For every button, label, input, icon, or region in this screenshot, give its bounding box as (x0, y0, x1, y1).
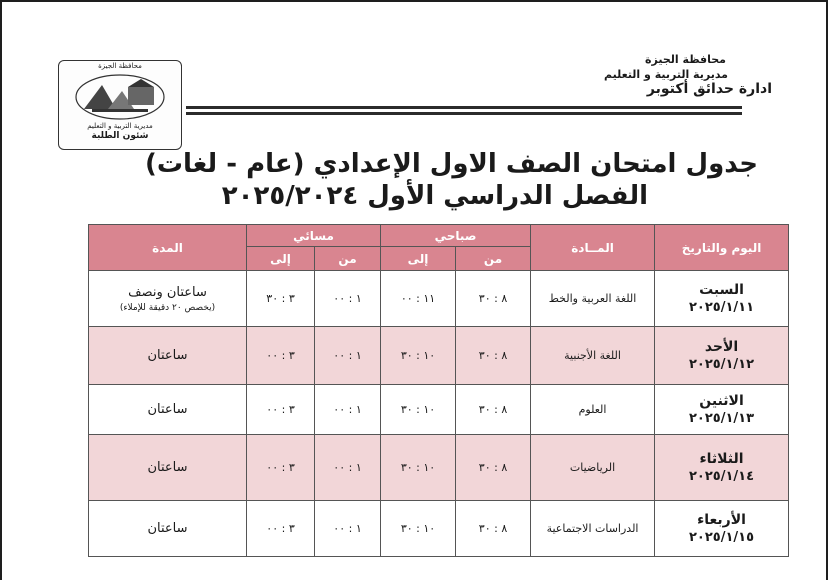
header-evening: مسائي (247, 225, 381, 247)
cell-duration: ساعتان (89, 501, 247, 557)
header-morning-from: من (456, 247, 531, 271)
duration-text: ساعتان ونصف (128, 284, 207, 300)
logo-emblem-icon (72, 73, 168, 121)
exam-schedule-table (88, 224, 789, 557)
day-name: الأحد (704, 339, 739, 355)
cell-duration: ساعتان (89, 435, 247, 501)
cell-evening-from: ١ : ٠٠ (315, 327, 381, 385)
table-row (89, 327, 789, 385)
cell-evening-to: ٣ : ٣٠ (247, 271, 315, 327)
cell-morning-from: ٨ : ٣٠ (456, 385, 531, 435)
divider-line (186, 112, 742, 115)
duration-note: (يخصص ٢٠ دقيقة للإملاء) (119, 302, 216, 313)
cell-morning-to: ١٠ : ٣٠ (381, 501, 456, 557)
cell-morning-from: ٨ : ٣٠ (456, 435, 531, 501)
cell-evening-to: ٣ : ٠٠ (247, 385, 315, 435)
cell-subject: الرياضيات (531, 435, 655, 501)
divider-line (186, 106, 742, 109)
cell-morning-to: ١٠ : ٣٠ (381, 435, 456, 501)
cell-day-date (655, 435, 789, 501)
frame-border-top (0, 0, 828, 2)
logo-top-text: محافظة الجيزة (98, 62, 142, 70)
cell-subject: اللغة الأجنبية (531, 327, 655, 385)
header-subject: المــادة (531, 225, 655, 271)
day-name: الثلاثاء (699, 451, 744, 467)
exam-date: ٢٠٢٥/١/١٢ (689, 357, 755, 372)
header-morning: صباحي (381, 225, 531, 247)
cell-day-date (655, 385, 789, 435)
logo-middle-text: مديرية التربية و التعليم (87, 122, 153, 130)
header-day-date: اليوم والتاريخ (655, 225, 789, 271)
exam-date: ٢٠٢٥/١/١٣ (689, 411, 755, 426)
header-evening-to: إلى (247, 247, 315, 271)
exam-date: ٢٠٢٥/١/١٤ (689, 469, 755, 484)
cell-morning-from: ٨ : ٣٠ (456, 501, 531, 557)
header-directorate: مديرية التربية و التعليم (604, 68, 728, 81)
cell-evening-from: ١ : ٠٠ (315, 501, 381, 557)
header-governorate: محافظة الجيزة (645, 53, 726, 66)
day-name: السبت (699, 282, 744, 298)
cell-day-date (655, 271, 789, 327)
table-row (89, 435, 789, 501)
header-administration: ادارة حدائق أكتوبر (646, 81, 772, 97)
cell-day-date (655, 501, 789, 557)
day-name: الأربعاء (697, 512, 746, 528)
cell-duration (89, 271, 247, 327)
cell-subject: الدراسات الاجتماعية (531, 501, 655, 557)
frame-border-left (0, 0, 2, 580)
directorate-logo (58, 60, 182, 150)
cell-morning-from: ٨ : ٣٠ (456, 271, 531, 327)
table-row (89, 385, 789, 435)
page-subtitle: الفصل الدراسي الأول ٢٠٢٥/٢٠٢٤ (221, 181, 648, 211)
cell-morning-to: ١٠ : ٣٠ (381, 385, 456, 435)
logo-bottom-text: شئون الطلبة (91, 131, 149, 141)
page-title: جدول امتحان الصف الاول الإعدادي (عام - لغات) (144, 149, 758, 179)
exam-date: ٢٠٢٥/١/١١ (689, 300, 755, 315)
cell-evening-from: ١ : ٠٠ (315, 435, 381, 501)
table-row (89, 271, 789, 327)
header-evening-from: من (315, 247, 381, 271)
cell-day-date (655, 327, 789, 385)
cell-duration: ساعتان (89, 385, 247, 435)
cell-evening-to: ٣ : ٠٠ (247, 327, 315, 385)
cell-morning-to: ١٠ : ٣٠ (381, 327, 456, 385)
cell-evening-to: ٣ : ٠٠ (247, 501, 315, 557)
cell-subject: اللغة العربية والخط (531, 271, 655, 327)
header-morning-to: إلى (381, 247, 456, 271)
table-row (89, 501, 789, 557)
cell-morning-from: ٨ : ٣٠ (456, 327, 531, 385)
header-duration: المدة (89, 225, 247, 271)
cell-evening-to: ٣ : ٠٠ (247, 435, 315, 501)
cell-morning-to: ١١ : ٠٠ (381, 271, 456, 327)
exam-date: ٢٠٢٥/١/١٥ (689, 530, 755, 545)
day-name: الاثنين (699, 393, 744, 409)
cell-evening-from: ١ : ٠٠ (315, 385, 381, 435)
cell-evening-from: ١ : ٠٠ (315, 271, 381, 327)
cell-duration: ساعتان (89, 327, 247, 385)
header-authority (472, 52, 772, 97)
table-header-row (89, 225, 789, 247)
cell-subject: العلوم (531, 385, 655, 435)
header-divider-lines (186, 106, 742, 118)
